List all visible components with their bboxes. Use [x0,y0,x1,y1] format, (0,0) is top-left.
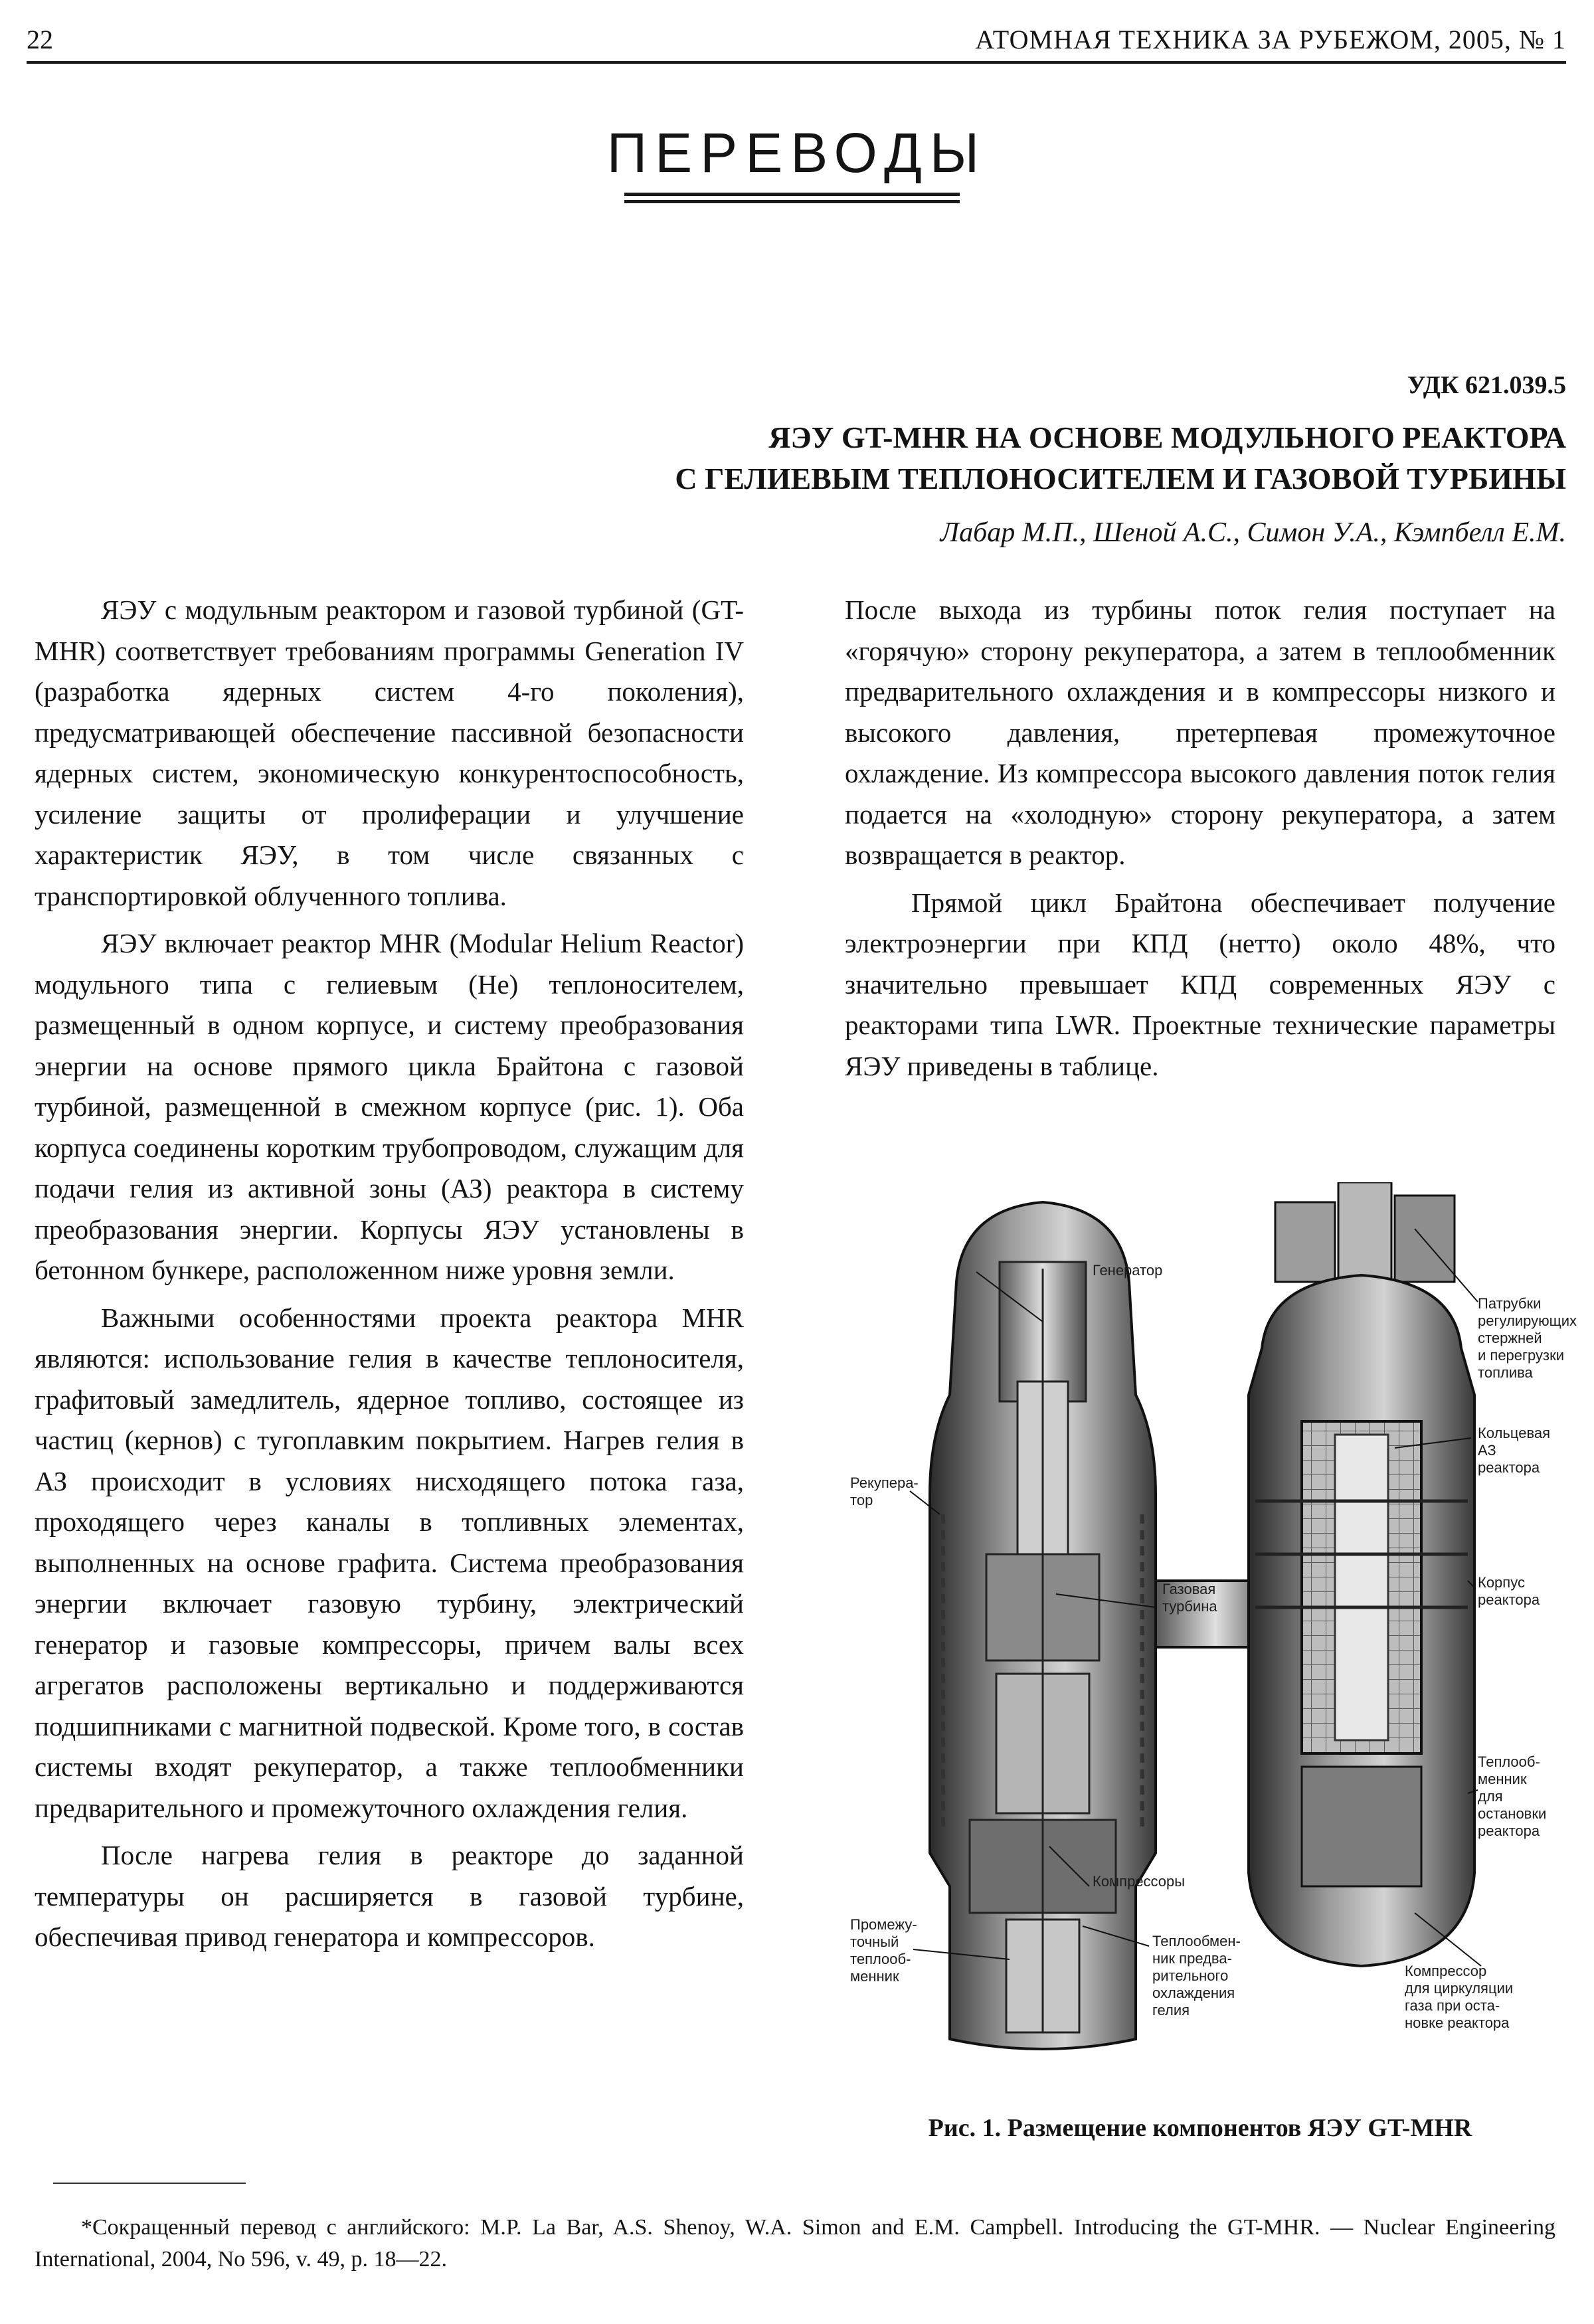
label-generator: Генератор [1093,1262,1163,1279]
power-conversion-vessel [930,1202,1156,2049]
article-authors: Лабар М.П., Шеной А.С., Симон У.А., Кэмпбелл Е.М. [940,517,1566,548]
paragraph: Важными особенностями проекта реактора MHR являются: использование гелия в качестве теплоносителя, графитовый замедлитель, ядерное топливо, состоящее из частиц (кернов) с тугоплавким покрытием. Нагрев гелия в АЗ происходит в условиях нисходящего потока газа, проходящего через каналы в топливных элементах, выполненных на основе графита. Система преобразования энергии включает газовую турбину, электрический генератор и газовые компрессоры, причем валы всех агрегатов расположены вертикально и поддерживаются подшипниками с магнитной подвеской. Кроме того, в состав системы входят рекуператор, а также теплообменники предварительного и промежуточного охлаждения гелия. [35,1302,744,1823]
article-title-line: ЯЭУ GT-MHR НА ОСНОВЕ МОДУЛЬНОГО РЕАКТОРА [768,420,1566,454]
label-intermediate-hx: Промежу- точный теплооб- менник [850,1916,917,1985]
reactor-vessel [1249,1182,1474,1966]
section-title-rule [624,193,960,196]
paragraph: ЯЭУ с модульным реактором и газовой турбиной (GT-MHR) соответствует требованиям программы Generation IV (разработка ядерных систем 4-го поколения), предусматривающей обеспечение пассивной безопасности ядерных систем, экономическую конкурентоспособность, усиление защиты от пролиферации и улучшение характеристик ЯЭУ, в том числе связанных с транспортировкой облученного топлива. [35,594,744,911]
label-precooler: Теплообмен- ник предва- рительного охлаждения гелия [1152,1933,1241,2018]
header-rule [27,61,1566,64]
footnote: *Сокращенный перевод с английского: M.P. La Bar, A.S. Shenoy, W.A. Simon and E.M. Campbell. Introducing the GT-MHR. — Nuclear Engineering International, 2004, No 596, v. 49, p. 18—22. [35,2215,1555,2272]
paragraph: Прямой цикл Брайтона обеспечивает получение электроэнергии при КПД (нетто) около 48%, что значительно превышает КПД современных ЯЭУ с реакторами типа LWR. Проектные технические параметры ЯЭУ приведены в таблице. [845,887,1555,1081]
label-control-nozzles: Патрубки регулирующих стержней и перегрузки топлива [1478,1295,1577,1381]
paragraph: После нагрева гелия в реакторе до заданной температуры он расширяется в газовой турбине, обеспечивая привод генератора и компрессоров. [35,1840,744,1952]
figure-gt-mhr [843,1182,1577,2099]
label-gas-turbine: Газовая турбина [1162,1581,1217,1615]
footnote-rule [53,2183,246,2184]
label-shutdown-hx: Теплооб- менник для остановки реактора [1478,1753,1547,1839]
section-title: ПЕРЕВОДЫ [606,122,988,184]
left-column [35,590,744,1958]
paragraph: ЯЭУ включает реактор MHR (Modular Helium Reactor) модульного типа с гелиевым (He) теплоносителем, размещенный в одном корпусе, и систему преобразования энергии на основе прямого цикла Брайтона с газовой турбиной, размещенной в смежном корпусе (рис. 1). Оба корпуса соединены коротким трубопроводом, служащим для подачи гелия из активной зоны (АЗ) реактора в систему преобразования энергии. Корпусы ЯЭУ установлены в бетонном бункере, расположенном ниже уровня земли. [35,928,744,1285]
running-head [27,20,1566,57]
label-annular-core: Кольцевая АЗ реактора [1478,1425,1551,1476]
label-reactor-vessel: Корпус реактора [1478,1574,1540,1608]
journal-title: АТОМНАЯ ТЕХНИКА ЗА РУБЕЖОМ, 2005, № 1 [975,25,1566,54]
figure-caption: Рис. 1. Размещение компонентов ЯЭУ GT-MHR [928,2114,1472,2142]
page-number: 22 [27,25,53,54]
udk-code: УДК 621.039.5 [1407,371,1566,399]
section-title-rule [624,200,960,203]
paragraph: После выхода из турбины поток гелия поступает на «горячую» сторону рекуператора, а затем в теплообменник предварительного охлаждения и в компрессоры низкого и высокого давления, претерпевая промежуточное охлаждение. Из компрессора высокого давления поток гелия подается на «холодную» сторону рекуператора, а затем возвращается в реактор. [845,594,1555,870]
label-recuperator: Рекупера- тор [850,1475,919,1508]
label-shutdown-compressor: Компрессор для циркуляции газа при оста- новке реактора [1405,1963,1514,2031]
right-column [845,590,1555,1087]
label-compressors: Компрессоры [1093,1873,1186,1890]
article-title-line: С ГЕЛИЕВЫМ ТЕПЛОНОСИТЕЛЕМ И ГАЗОВОЙ ТУРБИНЫ [675,462,1566,495]
article-title [675,417,1566,499]
